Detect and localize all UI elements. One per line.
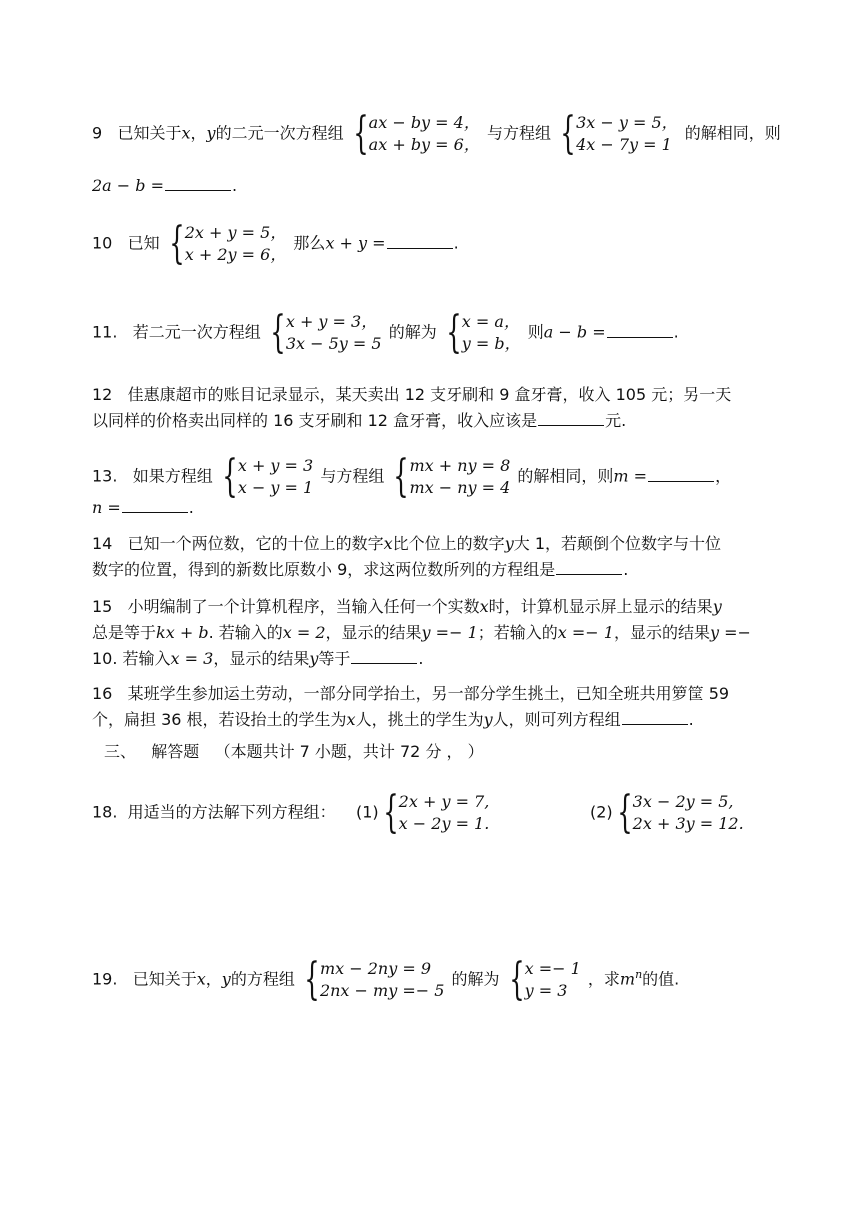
section-3-header bbox=[104, 742, 784, 762]
left-brace: { bbox=[169, 218, 185, 269]
question-text: 已知 bbox=[127, 233, 160, 253]
question-text: ，显示的结果 bbox=[213, 649, 310, 668]
answer-blank[interactable] bbox=[622, 710, 688, 725]
equation-system bbox=[268, 307, 382, 358]
question-text: 大 1，若颠倒个位数字与十位 bbox=[513, 534, 722, 553]
answer-blank[interactable] bbox=[387, 234, 453, 249]
equation: 2x + y = 7, bbox=[398, 792, 490, 811]
part-label: (1) bbox=[355, 802, 379, 822]
question-text: ；若输入的 bbox=[477, 623, 558, 642]
section-note: （本题共计 7 小题，共计 72 分 ， ） bbox=[214, 742, 484, 761]
comma: ， bbox=[205, 969, 222, 989]
equation: ax + by = 6， bbox=[368, 135, 480, 154]
period: . bbox=[453, 233, 459, 253]
period: . bbox=[232, 176, 238, 195]
question-text: ，求 bbox=[587, 969, 620, 989]
question-text: 与方程组 bbox=[486, 123, 551, 143]
variable-y: y bbox=[221, 969, 231, 989]
question-text: 比个位上的数字 bbox=[392, 534, 505, 553]
variable-x: x bbox=[181, 123, 191, 143]
question-text: . 若输入 bbox=[112, 649, 171, 668]
variable-x: x bbox=[383, 534, 393, 553]
expression: x = 2 bbox=[282, 623, 326, 642]
question-number: 18. bbox=[92, 802, 118, 822]
expression: y =− 1 bbox=[421, 623, 478, 642]
question-9 bbox=[92, 108, 781, 159]
equation: 2nx − my =− 5 bbox=[319, 981, 445, 1000]
answer-blank[interactable] bbox=[648, 467, 714, 482]
question-text: 小明编制了一个计算机程序，当输入任何一个实数 bbox=[127, 597, 480, 616]
equation: x − y = 1 bbox=[237, 478, 314, 497]
question-13-line-2 bbox=[92, 498, 772, 518]
equation: y = b， bbox=[461, 334, 521, 353]
question-text: 的解为 bbox=[388, 322, 437, 342]
equation: 2x + 3y = 12. bbox=[632, 814, 744, 833]
question-14 bbox=[92, 534, 772, 554]
question-text: 个，扁担 36 根，若设抬土的学生为 bbox=[92, 710, 347, 729]
expression: n = bbox=[92, 498, 121, 517]
equation: x + y = 3 bbox=[237, 456, 314, 475]
answer-blank[interactable] bbox=[607, 323, 673, 338]
question-15-line-3 bbox=[92, 649, 772, 669]
question-text: 的二元一次方程组 bbox=[215, 123, 344, 143]
equation: 3x − y = 5， bbox=[576, 113, 678, 132]
variable-x: x bbox=[196, 969, 206, 989]
equation: mx − ny = 4 bbox=[409, 478, 511, 497]
question-text: 已知关于 bbox=[117, 123, 182, 143]
answer-blank[interactable] bbox=[122, 498, 188, 513]
period: . bbox=[623, 560, 629, 579]
question-text: 如果方程组 bbox=[132, 466, 213, 486]
question-19 bbox=[92, 954, 772, 1005]
question-text: 那么 bbox=[293, 233, 326, 253]
answer-blank[interactable] bbox=[351, 649, 417, 664]
question-12-line-2 bbox=[92, 411, 772, 431]
question-text: 用适当的方法解下列方程组： bbox=[127, 802, 336, 822]
equation: mx + ny = 8 bbox=[409, 456, 511, 475]
question-text: 时，计算机显示屏上显示的结果 bbox=[488, 597, 713, 616]
left-brace: { bbox=[560, 108, 576, 159]
question-15-line-2 bbox=[92, 623, 772, 643]
equation-system bbox=[302, 954, 445, 1005]
question-number: 16 bbox=[92, 684, 113, 703]
question-text: ，显示的结果 bbox=[613, 623, 710, 642]
equation: mx − 2ny = 9 bbox=[319, 959, 431, 978]
expression: x =− 1 bbox=[557, 623, 614, 642]
equation: x + y = 3， bbox=[285, 312, 378, 331]
expression: y =− bbox=[709, 623, 751, 642]
question-number: 11. bbox=[92, 322, 118, 342]
question-text: 则 bbox=[527, 322, 544, 342]
question-16 bbox=[92, 684, 772, 704]
question-14-line-2 bbox=[92, 560, 772, 580]
variable-x: x bbox=[479, 597, 489, 616]
variable-y: y bbox=[712, 597, 722, 616]
question-text: 若二元一次方程组 bbox=[132, 322, 261, 342]
equation: 4x − 7y = 1 bbox=[576, 135, 672, 154]
left-brace: { bbox=[446, 307, 462, 358]
question-text: 某班学生参加运土劳动，一部分同学抬土，另一部分学生挑土，已知全班共用箩筐 59 bbox=[127, 684, 730, 703]
question-text: . 若输入的 bbox=[208, 623, 283, 642]
question-text: 人，则可列方程组 bbox=[492, 710, 621, 729]
equation-system-a bbox=[351, 108, 480, 159]
question-12 bbox=[92, 385, 772, 405]
equation: 2x + y = 5， bbox=[184, 223, 287, 242]
question-text: 的解为 bbox=[451, 969, 500, 989]
expression: x + y = bbox=[325, 233, 386, 253]
question-9-line-2 bbox=[92, 176, 772, 196]
answer-blank[interactable] bbox=[556, 560, 622, 575]
period: . bbox=[673, 322, 679, 342]
variable-y: y bbox=[504, 534, 514, 553]
equation-system-2 bbox=[615, 787, 744, 838]
equation: x = a， bbox=[461, 312, 520, 331]
answer-blank[interactable] bbox=[538, 411, 604, 426]
expression: m = bbox=[613, 466, 648, 486]
equation: x =− 1 bbox=[524, 959, 581, 978]
question-text: 佳惠康超市的账目记录显示，某天卖出 12 支牙刷和 9 盒牙膏，收入 105 元；另一天 bbox=[127, 385, 732, 404]
period: . bbox=[418, 649, 424, 668]
question-text: 以同样的价格卖出同样的 16 支牙刷和 12 盒牙膏，收入应该是 bbox=[92, 411, 538, 430]
question-15 bbox=[92, 597, 772, 617]
question-text: 已知一个两位数，它的十位上的数字 bbox=[127, 534, 384, 553]
solution-system bbox=[507, 954, 581, 1005]
question-text: 的解相同，则 bbox=[517, 466, 614, 486]
equation-system-b bbox=[391, 451, 511, 502]
question-text: 的方程组 bbox=[230, 969, 295, 989]
question-number: 10 bbox=[92, 233, 113, 253]
left-brace: { bbox=[616, 787, 633, 838]
comma: ， bbox=[190, 123, 207, 143]
equation-system-b bbox=[558, 108, 678, 159]
question-text: 的解相同，则 bbox=[684, 123, 781, 143]
question-text: 人，挑土的学生为 bbox=[355, 710, 484, 729]
expression: x = 3 bbox=[170, 649, 214, 668]
question-16-line-2 bbox=[92, 710, 772, 730]
left-brace: { bbox=[304, 954, 320, 1005]
question-text: 的值. bbox=[642, 969, 680, 989]
left-brace: { bbox=[352, 108, 369, 159]
question-number: 15 bbox=[92, 597, 113, 616]
expression: kx + b bbox=[156, 623, 209, 642]
comma: ， bbox=[715, 466, 732, 486]
variable-y: y bbox=[309, 649, 319, 668]
question-11 bbox=[92, 307, 772, 358]
section-label: 三、 bbox=[104, 742, 137, 761]
question-18-part-2 bbox=[590, 787, 790, 838]
question-13 bbox=[92, 451, 772, 502]
equation: 3x − 2y = 5, bbox=[632, 792, 734, 811]
expression: 2a − b = bbox=[92, 176, 165, 195]
question-number: 14 bbox=[92, 534, 113, 553]
equation: y = 3 bbox=[524, 981, 568, 1000]
answer-blank[interactable] bbox=[165, 176, 231, 191]
equation: ax − by = 4， bbox=[368, 113, 480, 132]
question-text: ，显示的结果 bbox=[325, 623, 422, 642]
left-brace: { bbox=[508, 954, 525, 1005]
question-text: 数字的位置，得到的新数比原数小 9，求这两位数所列的方程组是 bbox=[92, 560, 556, 579]
variable-y: y bbox=[483, 710, 493, 729]
left-brace: { bbox=[270, 307, 286, 358]
question-text: 与方程组 bbox=[320, 466, 385, 486]
left-brace: { bbox=[222, 451, 238, 502]
variable-y: y bbox=[206, 123, 216, 143]
left-brace: { bbox=[393, 451, 410, 502]
question-text: 已知关于 bbox=[132, 969, 197, 989]
question-number: 13. bbox=[92, 466, 118, 486]
equation-system bbox=[167, 218, 287, 269]
period: . bbox=[688, 710, 694, 729]
equation: 3x − 5y = 5 bbox=[285, 334, 382, 353]
question-text: 10 bbox=[92, 649, 113, 668]
equation-system-a bbox=[220, 451, 314, 502]
equation-system-1 bbox=[381, 787, 490, 838]
expression: a − b = bbox=[543, 322, 606, 342]
left-brace: { bbox=[382, 787, 399, 838]
section-title: 解答题 bbox=[151, 742, 200, 761]
question-text: 等于 bbox=[318, 649, 351, 668]
question-text: 元. bbox=[605, 411, 627, 430]
question-number: 9 bbox=[92, 123, 103, 143]
part-label: (2) bbox=[590, 802, 613, 822]
question-number: 12 bbox=[92, 385, 113, 404]
equation: x − 2y = 1. bbox=[398, 814, 490, 833]
power-exponent: n bbox=[635, 968, 643, 982]
question-text: 总是等于 bbox=[92, 623, 157, 642]
question-number: 19. bbox=[92, 969, 118, 989]
variable-x: x bbox=[346, 710, 356, 729]
solution-system bbox=[444, 307, 521, 358]
period: . bbox=[188, 498, 194, 517]
question-10 bbox=[92, 218, 772, 269]
equation: x + 2y = 6， bbox=[184, 245, 287, 264]
power-base: m bbox=[619, 969, 636, 989]
